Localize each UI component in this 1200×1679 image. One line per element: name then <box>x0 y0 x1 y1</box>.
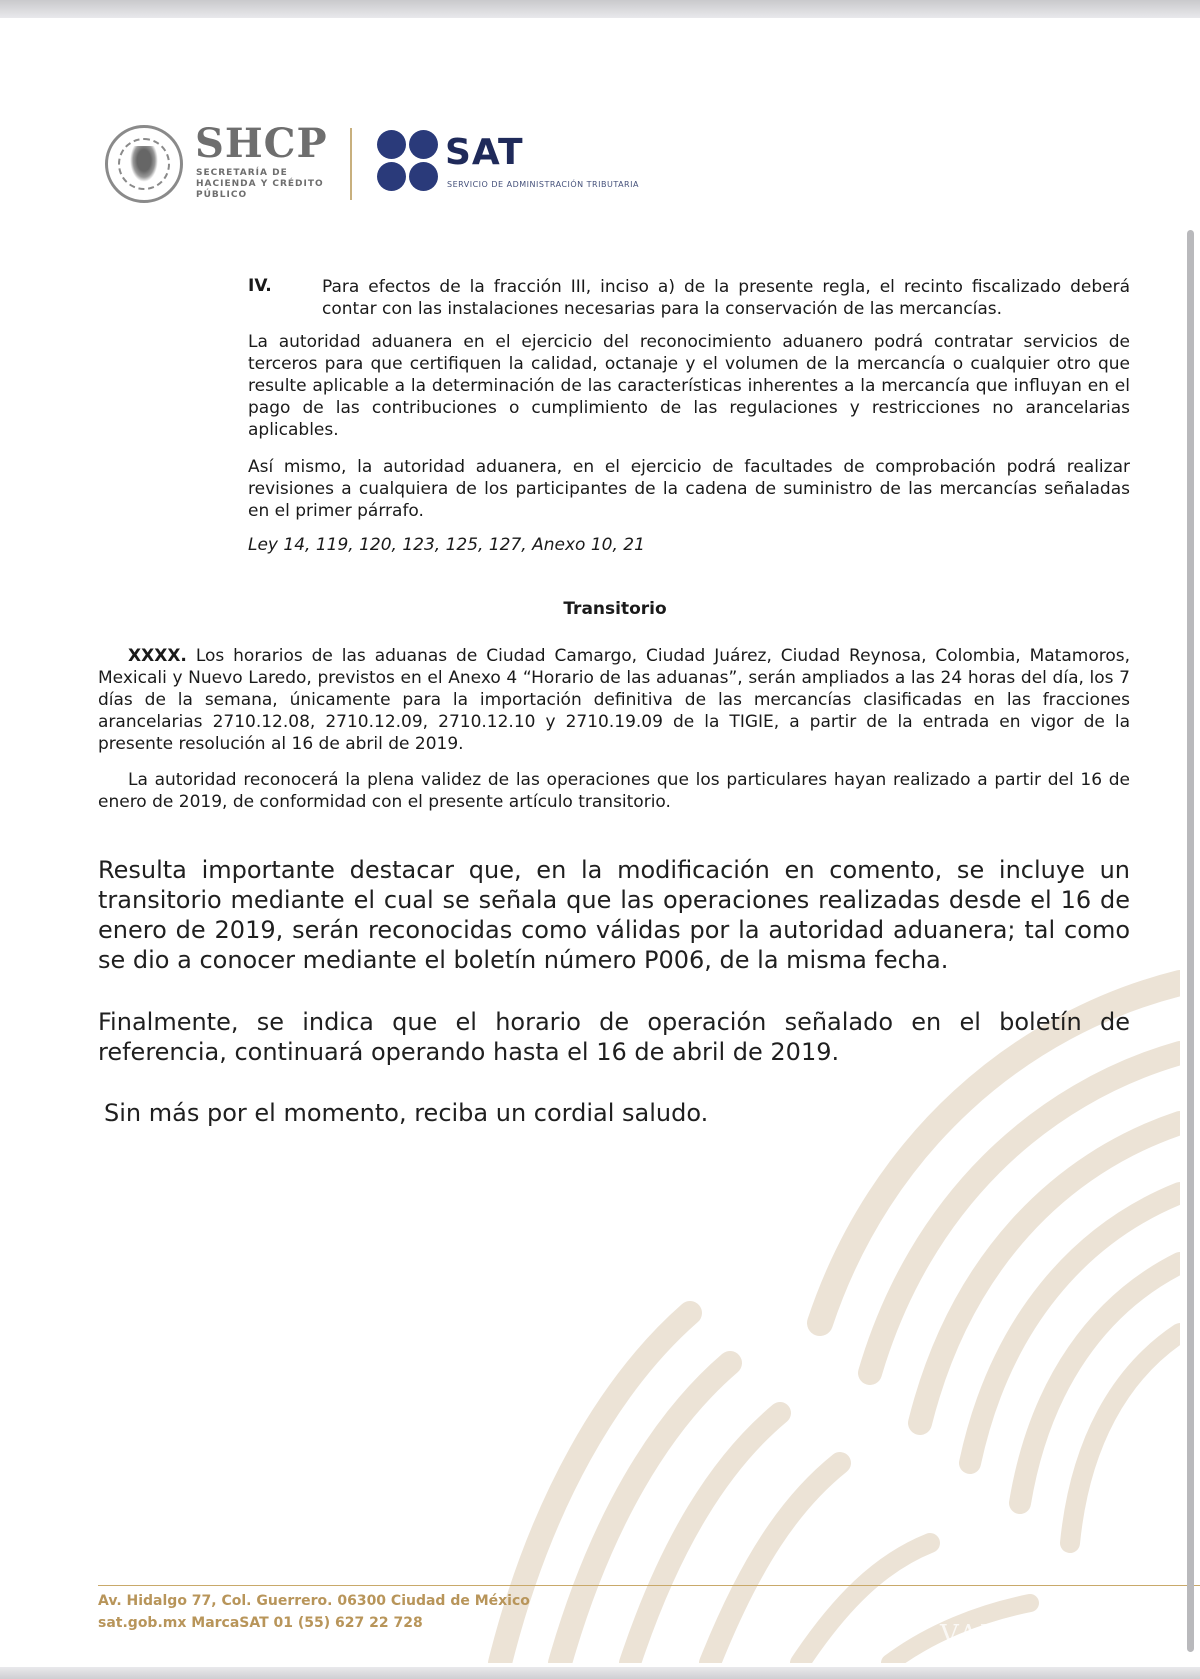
sat-logo-title: SAT <box>445 132 524 173</box>
fraction-label: IV. <box>248 276 272 296</box>
transitorio-text: Los horarios de las aduanas de Ciudad Camargo, Ciudad Juárez, Ciudad Reynosa, Colombia, Matamoros, Mexicali y Nuevo Laredo, previstos en el Anexo 4 “Horario de las aduanas”, serán ampliados a las 24 horas del día, los 7 días de la semana, únicamente para la importación definitiva de las mercancías clasificadas en las fracciones arancelarias 2710.12.08, 2710.12.09, 2710.12.10 y 2710.19.09 de la TIGIE, a partir de la entrada en vigor de la presente resolución al 16 de abril de 2019. <box>98 646 1131 754</box>
paragraph-1: La autoridad aduanera en el ejercicio del reconocimiento aduanero podrá contratar servicios de terceros para que certifiquen la calidad, octanaje y el volumen de la mercancía o cualquier otro que resulte aplicable a la determinación de las características inherentes a la mercancía que influyan en el pago de las contribuciones o cumplimiento de las regulaciones y restricciones no arancelarias aplicables. <box>248 332 1130 440</box>
footer-address: Av. Hidalgo 77, Col. Guerrero. 06300 Ciudad de México <box>98 1593 530 1609</box>
highlight-paragraph-1: Resulta importante destacar que, en la modificación en comento, se incluye un transitorio mediante el cual se señala que las operaciones realizadas desde el 16 de enero de 2019, serán reconocidas como válidas por la autoridad aduanera; tal como se dio a conocer mediante el boletín número P006, de la misma fecha. <box>98 856 1130 974</box>
closing-line: Sin más por el momento, reciba un cordial saludo. <box>104 1099 709 1127</box>
sat-dots-icon <box>377 130 439 192</box>
coat-of-arms-seal-icon <box>105 125 183 203</box>
fraction-text: Para efectos de la fracción III, inciso a) de la presente regla, el recinto fiscalizado deberá contar con las instalaciones necesarias para la conservación de las mercancías. <box>322 277 1130 319</box>
window-bottom-strip <box>0 1667 1200 1679</box>
vanguardia-watermark: VANGUARD <box>940 1620 1116 1650</box>
paragraph-2: Así mismo, la autoridad aduanera, en el ejercicio de facultades de comprobación podrá realizar revisiones a cualquiera de los participantes de la cadena de suministro de las mercancías señaladas en el primer párrafo. <box>248 457 1130 521</box>
footer-contact: sat.gob.mx MarcaSAT 01 (55) 627 22 728 <box>98 1615 423 1631</box>
logo-divider <box>350 128 352 200</box>
scrollbar[interactable] <box>1187 230 1194 1652</box>
highlight-paragraph-2: Finalmente, se indica que el horario de operación señalado en el boletín de referencia, continuará operando hasta el 16 de abril de 2019. <box>98 1008 1130 1066</box>
shcp-logo-subtitle: SECRETARÍA DE HACIENDA Y CRÉDITO PÚBLICO <box>196 168 324 200</box>
transitorio-title: Transitorio <box>563 599 667 619</box>
transitorio-paragraph-2: La autoridad reconocerá la plena validez de las operaciones que los particulares hayan realizado a partir del 16 de enero de 2019, de conformidad con el presente artículo transitorio. <box>98 770 1130 812</box>
legal-reference: Ley 14, 119, 120, 123, 125, 127, Anexo 10, 21 <box>248 535 645 555</box>
transitorio-paragraph <box>98 645 1130 755</box>
window-top-strip <box>0 0 1200 18</box>
sat-logo-subtitle: SERVICIO DE ADMINISTRACIÓN TRIBUTARIA <box>447 180 639 189</box>
transitorio-label: XXXX. <box>128 646 187 666</box>
letterhead <box>105 120 705 210</box>
shcp-logo-title: SHCP <box>195 120 328 167</box>
footer-divider <box>98 1585 1200 1586</box>
